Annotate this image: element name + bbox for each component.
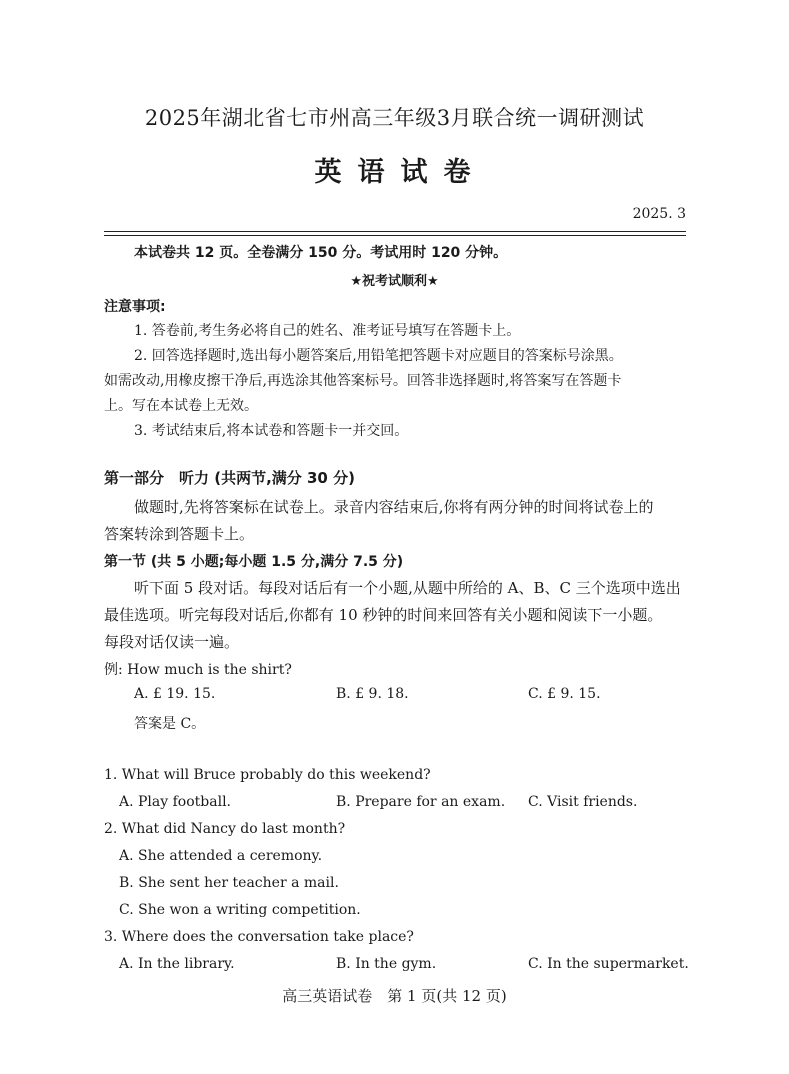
exam-date: 2025. 3 xyxy=(632,206,686,222)
example-option-b: B. £ 9. 18. xyxy=(336,686,409,702)
option-a: A. Play football. xyxy=(119,794,231,810)
question-stem: 1. What will Bruce probably do this weekend? xyxy=(104,767,431,783)
option-c: C. Visit friends. xyxy=(528,794,638,810)
question-stem: 2. What did Nancy do last month? xyxy=(104,821,346,837)
option-c: C. In the supermarket. xyxy=(528,956,689,972)
subject-title: 英语试卷 xyxy=(314,157,487,188)
option-b: B. In the gym. xyxy=(336,956,437,972)
exam-summary: 本试卷共 12 页。全卷满分 150 分。考试用时 120 分钟。 xyxy=(134,245,508,261)
section1-heading: 第一节 (共 5 小题;每小题 1.5 分,满分 7.5 分) xyxy=(104,554,404,570)
section1-instructions: 最佳选项。听完每段对话后,你都有 10 秒钟的时间来回答有关小题和阅读下一小题。 xyxy=(104,606,663,624)
example-option-a: A. £ 19. 15. xyxy=(134,686,216,702)
note-item: 1. 答卷前,考生务必将自己的姓名、准考证号填写在答题卡上。 xyxy=(134,323,521,339)
exam-title: 2025年湖北省七市州高三年级3月联合统一调研测试 xyxy=(144,106,645,130)
question-stem: 3. Where does the conversation take place? xyxy=(104,929,414,945)
option-c: C. She won a writing competition. xyxy=(119,902,361,918)
option-a: A. In the library. xyxy=(119,956,235,972)
option-b: B. Prepare for an exam. xyxy=(336,794,506,810)
example-answer: 答案是 C。 xyxy=(134,716,206,732)
part1-intro: 做题时,先将答案标在试卷上。录音内容结束后,你将有两分钟的时间将试卷上的 xyxy=(134,498,654,516)
section1-instructions: 听下面 5 段对话。每段对话后有一个小题,从题中所给的 A、B、C 三个选项中选出 xyxy=(134,579,681,597)
option-b: B. She sent her teacher a mail. xyxy=(119,875,339,891)
note-item: 2. 回答选择题时,选出每小题答案后,用铅笔把答题卡对应题目的答案标号涂黑。 xyxy=(134,348,623,364)
example-option-c: C. £ 9. 15. xyxy=(528,686,601,702)
blessing-text: ★祝考试顺利★ xyxy=(350,274,439,289)
note-item: 如需改动,用橡皮擦干净后,再选涂其他答案标号。回答非选择题时,将答案写在答题卡 xyxy=(104,373,622,389)
part1-intro: 答案转涂到答题卡上。 xyxy=(104,525,255,543)
header-rule-bottom xyxy=(104,235,686,236)
example-prompt: 例: How much is the shirt? xyxy=(104,662,292,678)
option-a: A. She attended a ceremony. xyxy=(119,848,323,864)
section1-instructions: 每段对话仅读一遍。 xyxy=(104,633,240,651)
notes-heading: 注意事项: xyxy=(104,299,166,315)
note-item: 上。写在本试卷上无效。 xyxy=(104,398,258,414)
page-footer: 高三英语试卷 第 1 页(共 12 页) xyxy=(282,987,507,1005)
part1-heading: 第一部分 听力 (共两节,满分 30 分) xyxy=(104,469,355,487)
header-rule-top xyxy=(104,231,686,232)
note-item: 3. 考试结束后,将本试卷和答题卡一并交回。 xyxy=(134,423,409,439)
